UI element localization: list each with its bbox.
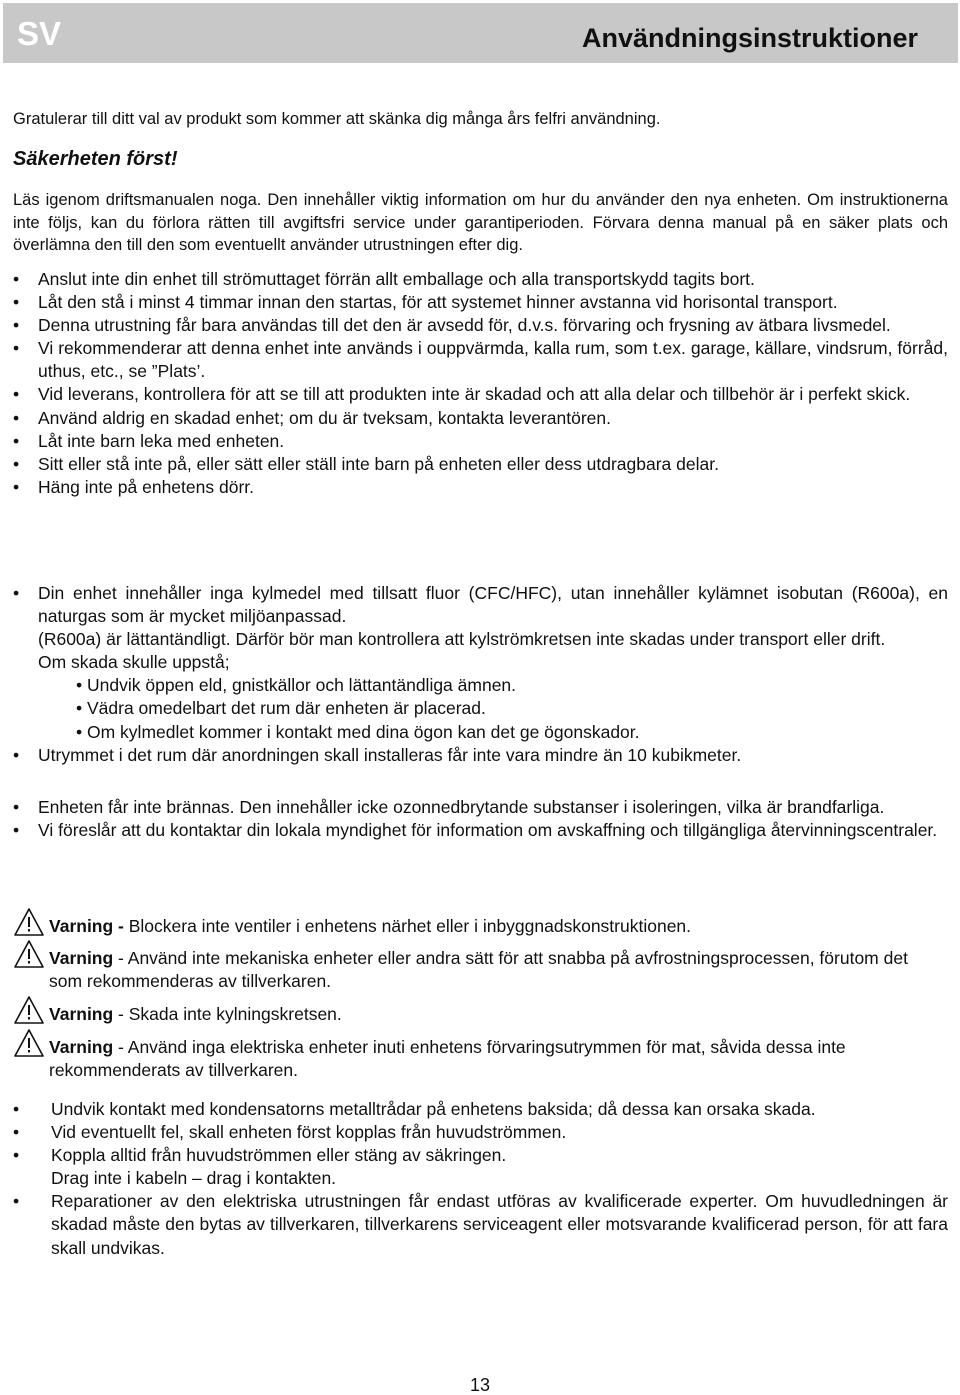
sub-list-item: • Vädra omedelbart det rum där enheten är placerad. xyxy=(76,698,486,719)
list-item: • Denna utrustning får bara användas till det den är avsedd för, d.v.s. förvaring och frysning av ätbara livsmedel. xyxy=(13,315,891,336)
list-item: • Sitt eller stå inte på, eller sätt eller ställ inte barn på enheten eller dess utdragbara delar. xyxy=(13,453,719,474)
refrigerant-item: • Din enhet innehåller inga kylmedel med tillsatt fluor (CFC/HFC), utan innehåller kylämnet isobutan (R600a), en naturgas som är mycket miljöanpassad. (R600a) är lättantändligt. Därför bör man kontrollera att kylströmkretsen inte skadas under transport eller drift. Om skada skulle uppstå; • Undvik öppen eld, gnistkällor och lättantändliga ämnen. • Vädra omedelbart det rum där enheten är placerad. • Om kylmedlet kommer i kontakt med dina ögon kan det ge ögonskador. xyxy=(13,582,948,744)
list-item: • Vid eventuellt fel, skall enheten först kopplas från huvudströmmen. xyxy=(13,1122,567,1143)
language-code: SV xyxy=(17,15,62,52)
list-item: • Häng inte på enhetens dörr. xyxy=(13,476,254,497)
disposal-list xyxy=(13,796,948,842)
list-item: • Utrymmet i det rum där anordningen skall installeras får inte vara mindre än 10 kubikmeter. xyxy=(13,744,742,765)
list-item: • Använd aldrig en skadad enhet; om du är tveksam, kontakta leverantören. xyxy=(13,407,611,428)
list-item: • Vi föreslår att du kontaktar din lokala myndighet för information om avskaffning och tillgängliga återvinningscentraler. xyxy=(13,820,938,841)
page-number: 13 xyxy=(469,1375,491,1395)
warning-triangle-icon xyxy=(13,1028,45,1058)
list-item: • Koppla alltid från huvudströmmen eller stäng av säkringen. Drag inte i kabeln – drag i kontakten. xyxy=(13,1145,507,1189)
safety-heading: Säkerheten först! xyxy=(13,148,178,170)
refrigerant-line-2: (R600a) är lättantändligt. Därför bör man kontrollera att kylströmkretsen inte skadas under transport eller drift. xyxy=(38,629,886,650)
safety-bullet-list xyxy=(13,268,948,499)
refrigerant-line-1: Din enhet innehåller inga kylmedel med tillsatt fluor (CFC/HFC), utan innehåller kylämnet isobutan (R600a), en naturgas som är mycket miljöanpassad. xyxy=(38,583,948,627)
list-item: • Undvik kontakt med kondensatorns metalltrådar på enhetens baksida; då dessa kan orsaka skada. xyxy=(13,1099,816,1119)
electrical-list xyxy=(13,1098,948,1260)
list-item: • Reparationer av den elektriska utrustningen får endast utföras av kvalificerade experter. Om huvudledningen är skadad måste den bytas av tillverkaren, tillverkarens serviceagent eller motsvarande kvalificerad person, för att fara skall undvikas. xyxy=(13,1191,948,1258)
refrigerant-line-3: Om skada skulle uppstå; xyxy=(38,652,230,673)
cable-note: Drag inte i kabeln – drag i kontakten. xyxy=(51,1168,337,1189)
sub-list-item: • Undvik öppen eld, gnistkällor och lättantändliga ämnen. xyxy=(76,675,517,696)
refrigerant-list xyxy=(13,582,948,767)
warning-triangle-icon xyxy=(13,995,45,1025)
intro-text: Gratulerar till ditt val av produkt som kommer att skänka dig många års felfri användning. xyxy=(13,110,661,128)
list-item: • Låt inte barn leka med enheten. xyxy=(13,430,285,451)
list-item: • Låt den stå i minst 4 timmar innan den startas, för att systemet hinner avstanna vid horisontal transport. xyxy=(13,292,838,313)
warning-triangle-icon xyxy=(13,907,45,937)
list-item: • Enheten får inte brännas. Den innehåller icke ozonnedbrytande substanser i isoleringen, vilka är brandfarliga. xyxy=(13,797,885,817)
page-title: Användningsinstruktioner xyxy=(581,23,918,53)
page-header xyxy=(3,3,958,63)
warning-triangle-icon xyxy=(13,939,45,969)
list-item: • Anslut inte din enhet till strömuttaget förrän allt emballage och alla transportskydd tagits bort. xyxy=(13,269,755,289)
list-item: • Vid leverans, kontrollera för att se till att produkten inte är skadad och att alla delar och tillbehör är i perfekt skick. xyxy=(13,384,911,405)
safety-paragraph: Läs igenom driftsmanualen noga. Den innehåller viktig information om hur du använder den nya enheten. Om instruktionerna inte följs, kan du förlora rätten till avgiftsfri service under garantiperioden. Förvara denna manual på en säker plats och överlämna den till den som eventuellt använder utrustningen efter dig. xyxy=(13,191,948,255)
list-item: • Vi rekommenderar att denna enhet inte används i ouppvärmda, kalla rum, som t.ex. garage, källare, vindsrum, förråd, uthus, etc., se ”Plats’. xyxy=(13,338,948,382)
sub-list-item: • Om kylmedlet kommer i kontakt med dina ögon kan det ge ögonskador. xyxy=(76,721,640,742)
